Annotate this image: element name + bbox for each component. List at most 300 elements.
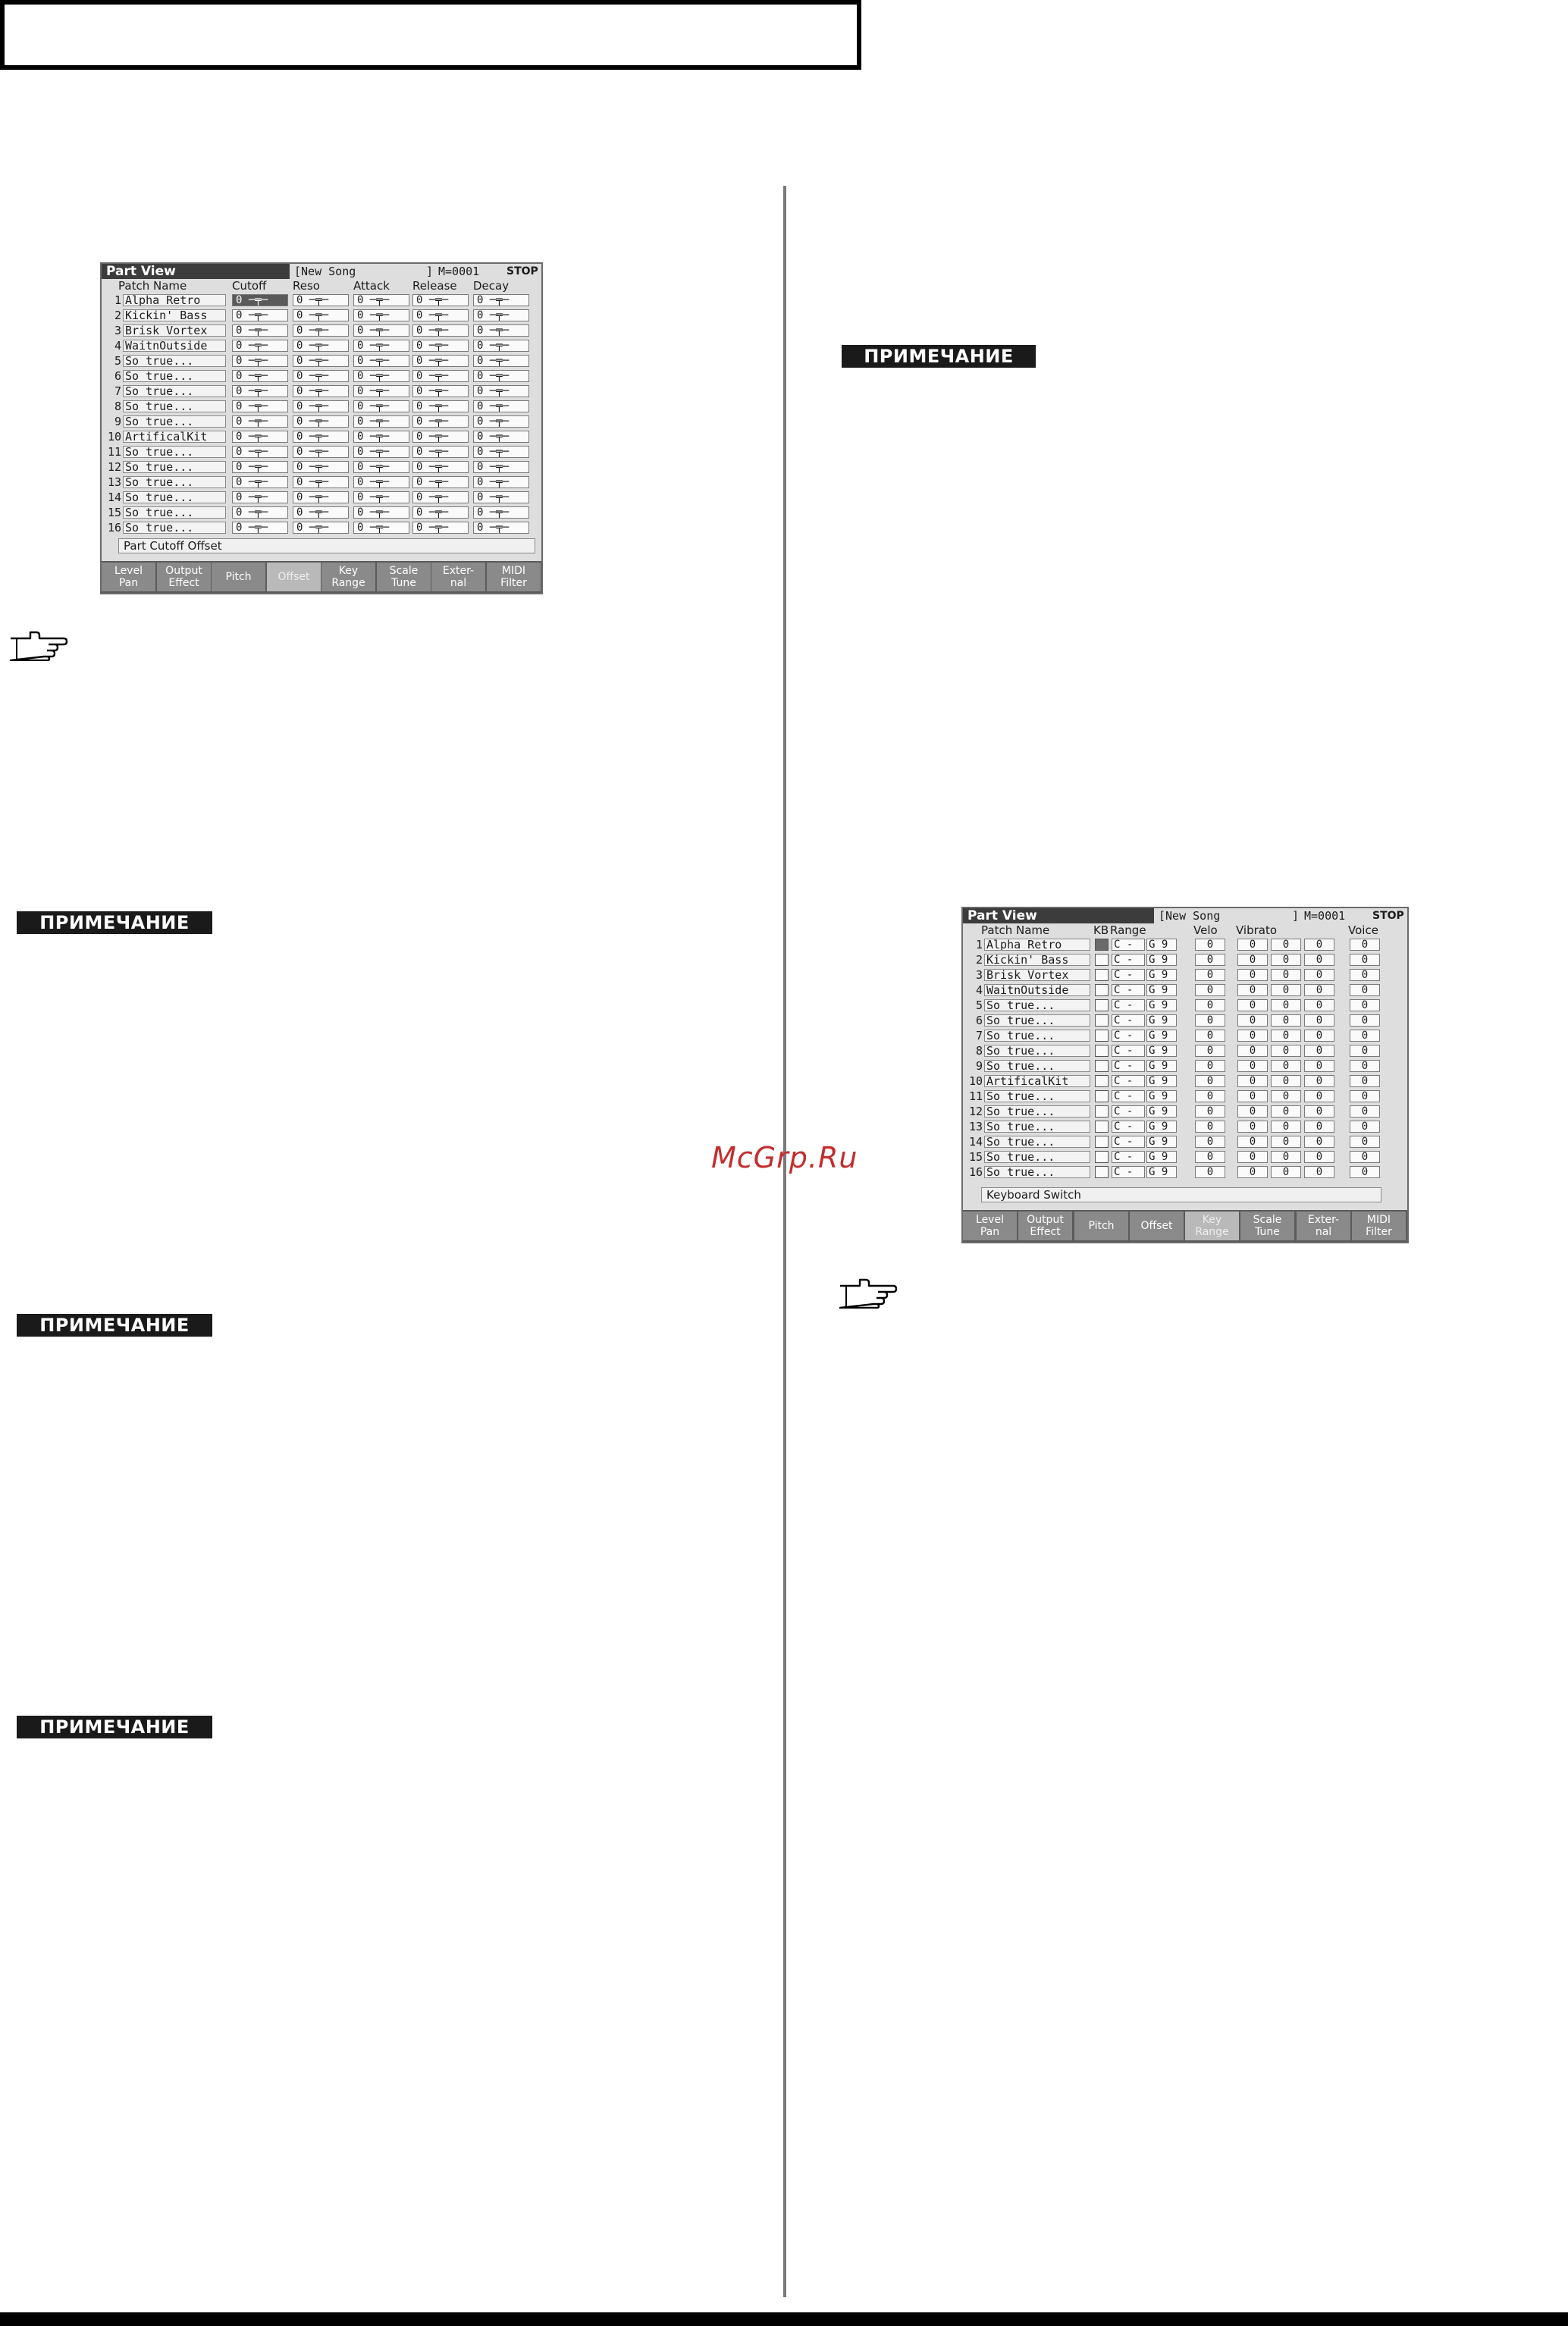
page-footer-bar — [0, 2312, 1568, 2326]
offset-value-field[interactable]: 0 ─╤─ — [473, 294, 529, 306]
offset-value-field[interactable]: 0 ─╤─ — [232, 476, 288, 488]
tab-scale-tune[interactable]: Scale Tune — [1240, 1212, 1296, 1240]
vibrato-depth-field[interactable]: 0 — [1271, 984, 1301, 996]
offset-value-field[interactable]: 0 ─╤─ — [293, 400, 349, 412]
offset-value-field[interactable]: 0 ─╤─ — [232, 340, 288, 352]
part-number: 4 — [114, 339, 121, 353]
offset-value-field[interactable]: 0 ─╤─ — [232, 294, 288, 306]
vibrato-rate-field[interactable]: 0 — [1237, 1014, 1268, 1027]
offset-value-field[interactable]: 0 ─╤─ — [412, 340, 469, 352]
patch-name-field[interactable]: So true... — [123, 385, 226, 397]
voice-reserve-field[interactable]: 0 — [1350, 939, 1380, 951]
range-high-field[interactable]: G 9 — [1146, 1090, 1177, 1102]
offset-value-field[interactable]: 0 ─╤─ — [412, 400, 469, 412]
offset-value-field[interactable]: 0 ─╤─ — [353, 415, 409, 428]
vibrato-delay-field[interactable]: 0 — [1304, 1136, 1334, 1148]
keyboard-switch-checkbox[interactable] — [1095, 1105, 1109, 1118]
offset-value-field[interactable]: 0 ─╤─ — [232, 355, 288, 367]
offset-value-field[interactable]: 0 ─╤─ — [412, 355, 469, 367]
voice-reserve-field[interactable]: 0 — [1350, 1075, 1380, 1087]
vibrato-delay-field[interactable]: 0 — [1304, 999, 1334, 1011]
range-low-field[interactable]: C - — [1112, 954, 1145, 966]
vibrato-rate-field[interactable]: 0 — [1237, 954, 1268, 966]
vibrato-rate-field[interactable]: 0 — [1237, 999, 1268, 1011]
offset-value-field[interactable]: 0 ─╤─ — [473, 385, 529, 397]
col-reso: Reso — [293, 279, 320, 293]
offset-value-field[interactable]: 0 ─╤─ — [353, 324, 409, 337]
patch-name-field[interactable]: So true... — [123, 415, 226, 428]
vibrato-depth-field[interactable]: 0 — [1271, 969, 1301, 981]
range-low-field[interactable]: C - — [1112, 1166, 1145, 1178]
offset-value-field[interactable]: 0 ─╤─ — [232, 491, 288, 503]
keyboard-switch-checkbox[interactable] — [1095, 1136, 1109, 1148]
offset-value-field[interactable]: 0 ─╤─ — [232, 506, 288, 519]
patch-name-field[interactable]: So true... — [984, 1151, 1090, 1163]
tab-pitch[interactable]: Pitch — [212, 563, 267, 591]
vibrato-delay-field[interactable]: 0 — [1304, 1151, 1334, 1163]
part-number: 10 — [107, 430, 121, 444]
patch-name-field[interactable]: WaitnOutside — [984, 984, 1090, 996]
offset-value-field[interactable]: 0 ─╤─ — [412, 446, 469, 458]
offset-value-field[interactable]: 0 ─╤─ — [353, 491, 409, 503]
voice-reserve-field[interactable]: 0 — [1350, 1045, 1380, 1057]
vibrato-delay-field[interactable]: 0 — [1304, 954, 1334, 966]
offset-value-field[interactable]: 0 ─╤─ — [473, 491, 529, 503]
range-low-field[interactable]: C - — [1112, 1045, 1145, 1057]
offset-value-field[interactable]: 0 ─╤─ — [473, 431, 529, 443]
tab-key-range[interactable]: Key Range — [321, 563, 377, 591]
part-row — [102, 384, 541, 399]
offset-value-field[interactable]: 0 ─╤─ — [412, 461, 469, 473]
offset-value-field[interactable]: 0 ─╤─ — [473, 400, 529, 412]
offset-value-field[interactable]: 0 ─╤─ — [473, 476, 529, 488]
vibrato-rate-field[interactable]: 0 — [1237, 1075, 1268, 1087]
measure-readout: M=0001 — [438, 265, 480, 278]
patch-name-field[interactable]: Alpha Retro — [984, 939, 1090, 951]
vibrato-delay-field[interactable]: 0 — [1304, 1075, 1334, 1087]
velo-field[interactable]: 0 — [1195, 939, 1225, 951]
pointing-hand-icon — [9, 628, 68, 661]
keyboard-switch-checkbox[interactable] — [1095, 999, 1109, 1011]
velo-field[interactable]: 0 — [1195, 1090, 1225, 1102]
offset-value-field[interactable]: 0 ─╤─ — [232, 309, 288, 321]
range-high-field[interactable]: G 9 — [1146, 1151, 1177, 1163]
vibrato-delay-field[interactable]: 0 — [1304, 1045, 1334, 1057]
keyboard-switch-checkbox[interactable] — [1095, 1045, 1109, 1057]
velo-field[interactable]: 0 — [1195, 969, 1225, 981]
velo-field[interactable]: 0 — [1195, 1045, 1225, 1057]
patch-name-field[interactable]: ArtificalKit — [984, 1075, 1090, 1087]
part-number: 1 — [975, 938, 983, 951]
tab-scale-tune[interactable]: Scale Tune — [377, 563, 432, 591]
patch-name-field[interactable]: So true... — [123, 461, 226, 473]
range-high-field[interactable]: G 9 — [1146, 1105, 1177, 1118]
part-row — [963, 1149, 1407, 1165]
vibrato-delay-field[interactable]: 0 — [1304, 939, 1334, 951]
offset-value-field[interactable]: 0 ─╤─ — [293, 370, 349, 382]
patch-name-field[interactable]: So true... — [123, 400, 226, 412]
vibrato-depth-field[interactable]: 0 — [1271, 1136, 1301, 1148]
voice-reserve-field[interactable]: 0 — [1350, 1090, 1380, 1102]
patch-name-field[interactable]: So true... — [984, 1030, 1090, 1042]
offset-value-field[interactable]: 0 ─╤─ — [412, 506, 469, 519]
offset-value-field[interactable]: 0 ─╤─ — [412, 476, 469, 488]
part-number: 5 — [975, 998, 983, 1012]
offset-value-field[interactable]: 0 ─╤─ — [353, 294, 409, 306]
chapter-header-box — [0, 0, 861, 70]
offset-value-field[interactable]: 0 ─╤─ — [473, 324, 529, 337]
vibrato-rate-field[interactable]: 0 — [1237, 1166, 1268, 1178]
velo-field[interactable]: 0 — [1195, 1075, 1225, 1087]
function-tabs — [102, 561, 541, 593]
vibrato-delay-field[interactable]: 0 — [1304, 1105, 1334, 1118]
voice-reserve-field[interactable]: 0 — [1350, 1105, 1380, 1118]
note-badge: ПРИМЕЧАНИЕ — [17, 1716, 212, 1738]
velo-field[interactable]: 0 — [1195, 1151, 1225, 1163]
offset-value-field[interactable]: 0 ─╤─ — [232, 415, 288, 428]
velo-field[interactable]: 0 — [1195, 1121, 1225, 1133]
patch-name-field[interactable]: So true... — [984, 1136, 1090, 1148]
offset-value-field[interactable]: 0 ─╤─ — [353, 476, 409, 488]
vibrato-depth-field[interactable]: 0 — [1271, 1090, 1301, 1102]
range-high-field[interactable]: G 9 — [1146, 1136, 1177, 1148]
range-low-field[interactable]: C - — [1112, 1075, 1145, 1087]
offset-value-field[interactable]: 0 ─╤─ — [232, 385, 288, 397]
part-row — [963, 937, 1407, 952]
voice-reserve-field[interactable]: 0 — [1350, 969, 1380, 981]
vibrato-rate-field[interactable]: 0 — [1237, 984, 1268, 996]
range-low-field[interactable]: C - — [1112, 1030, 1145, 1042]
patch-name-field[interactable]: So true... — [984, 1121, 1090, 1133]
voice-reserve-field[interactable]: 0 — [1350, 1030, 1380, 1042]
offset-value-field[interactable]: 0 ─╤─ — [232, 522, 288, 534]
offset-value-field[interactable]: 0 ─╤─ — [412, 415, 469, 428]
range-low-field[interactable]: C - — [1112, 1014, 1145, 1027]
patch-name-field[interactable]: So true... — [123, 355, 226, 367]
range-high-field[interactable]: G 9 — [1146, 939, 1177, 951]
velo-field[interactable]: 0 — [1195, 984, 1225, 996]
vibrato-rate-field[interactable]: 0 — [1237, 1045, 1268, 1057]
offset-value-field[interactable]: 0 ─╤─ — [473, 370, 529, 382]
tab-level-pan[interactable]: Level Pan — [963, 1212, 1018, 1240]
keyboard-switch-checkbox[interactable] — [1095, 939, 1109, 951]
vibrato-depth-field[interactable]: 0 — [1271, 1014, 1301, 1027]
offset-value-field[interactable]: 0 ─╤─ — [473, 415, 529, 428]
offset-value-field[interactable]: 0 ─╤─ — [412, 294, 469, 306]
keyboard-switch-checkbox[interactable] — [1095, 984, 1109, 996]
vibrato-depth-field[interactable]: 0 — [1271, 1075, 1301, 1087]
col-cutoff: Cutoff — [232, 279, 267, 293]
patch-name-field[interactable]: Kickin' Bass — [984, 954, 1090, 966]
tab-pitch[interactable]: Pitch — [1074, 1212, 1130, 1240]
offset-value-field[interactable]: 0 ─╤─ — [293, 431, 349, 443]
patch-name-field[interactable]: So true... — [984, 1060, 1090, 1072]
offset-value-field[interactable]: 0 ─╤─ — [293, 355, 349, 367]
keyboard-switch-checkbox[interactable] — [1095, 969, 1109, 981]
offset-value-field[interactable]: 0 ─╤─ — [412, 370, 469, 382]
offset-value-field[interactable]: 0 ─╤─ — [353, 355, 409, 367]
part-view-offset-screen — [100, 262, 543, 594]
vibrato-delay-field[interactable]: 0 — [1304, 1166, 1334, 1178]
range-high-field[interactable]: G 9 — [1146, 1121, 1177, 1133]
offset-value-field[interactable]: 0 ─╤─ — [353, 309, 409, 321]
velo-field[interactable]: 0 — [1195, 999, 1225, 1011]
voice-reserve-field[interactable]: 0 — [1350, 999, 1380, 1011]
voice-reserve-field[interactable]: 0 — [1350, 1060, 1380, 1072]
vibrato-rate-field[interactable]: 0 — [1237, 1151, 1268, 1163]
part-row — [963, 1028, 1407, 1043]
col-range: Range — [1110, 923, 1146, 937]
tab-output-effect[interactable]: Output Effect — [157, 563, 212, 591]
patch-name-field[interactable]: ArtificalKit — [123, 431, 226, 443]
tab-midi-filter[interactable]: MIDI Filter — [487, 563, 542, 591]
patch-name-field[interactable]: WaitnOutside — [123, 340, 226, 352]
patch-name-field[interactable]: So true... — [984, 1014, 1090, 1027]
part-row — [102, 293, 541, 308]
range-low-field[interactable]: C - — [1112, 1136, 1145, 1148]
offset-value-field[interactable]: 0 ─╤─ — [412, 431, 469, 443]
velo-field[interactable]: 0 — [1195, 1060, 1225, 1072]
note-badge: ПРИМЕЧАНИЕ — [17, 911, 212, 934]
velo-field[interactable]: 0 — [1195, 1136, 1225, 1148]
range-high-field[interactable]: G 9 — [1146, 1014, 1177, 1027]
vibrato-depth-field[interactable]: 0 — [1271, 1166, 1301, 1178]
offset-value-field[interactable]: 0 ─╤─ — [473, 340, 529, 352]
vibrato-rate-field[interactable]: 0 — [1237, 1121, 1268, 1133]
status-line: Part Cutoff Offset — [118, 538, 535, 553]
keyboard-switch-checkbox[interactable] — [1095, 1060, 1109, 1072]
voice-reserve-field[interactable]: 0 — [1350, 1014, 1380, 1027]
vibrato-rate-field[interactable]: 0 — [1237, 1030, 1268, 1042]
velo-field[interactable]: 0 — [1195, 954, 1225, 966]
part-number: 13 — [968, 1120, 983, 1133]
range-high-field[interactable]: G 9 — [1146, 1060, 1177, 1072]
range-low-field[interactable]: C - — [1112, 939, 1145, 951]
part-row — [963, 1165, 1407, 1180]
range-low-field[interactable]: C - — [1112, 984, 1145, 996]
vibrato-rate-field[interactable]: 0 — [1237, 1105, 1268, 1118]
offset-value-field[interactable]: 0 ─╤─ — [293, 491, 349, 503]
part-row — [963, 1089, 1407, 1104]
keyboard-switch-checkbox[interactable] — [1095, 1166, 1109, 1178]
vibrato-rate-field[interactable]: 0 — [1237, 969, 1268, 981]
voice-reserve-field[interactable]: 0 — [1350, 984, 1380, 996]
patch-name-field[interactable]: So true... — [984, 999, 1090, 1011]
transport-status: STOP — [506, 265, 538, 277]
vibrato-depth-field[interactable]: 0 — [1271, 1121, 1301, 1133]
vibrato-depth-field[interactable]: 0 — [1271, 1045, 1301, 1057]
vibrato-delay-field[interactable]: 0 — [1304, 1060, 1334, 1072]
patch-name-field[interactable]: So true... — [123, 491, 226, 503]
patch-name-field[interactable]: Alpha Retro — [123, 294, 226, 306]
keyboard-switch-checkbox[interactable] — [1095, 1121, 1109, 1133]
offset-value-field[interactable]: 0 ─╤─ — [232, 431, 288, 443]
offset-value-field[interactable]: 0 ─╤─ — [353, 340, 409, 352]
range-high-field[interactable]: G 9 — [1146, 969, 1177, 981]
offset-value-field[interactable]: 0 ─╤─ — [353, 506, 409, 519]
offset-value-field[interactable]: 0 ─╤─ — [293, 324, 349, 337]
tab-output-effect[interactable]: Output Effect — [1018, 1212, 1074, 1240]
patch-name-field[interactable]: So true... — [984, 1045, 1090, 1057]
song-bracket-close: ] — [426, 265, 434, 278]
range-high-field[interactable]: G 9 — [1146, 984, 1177, 996]
part-row — [102, 429, 541, 444]
offset-value-field[interactable]: 0 ─╤─ — [232, 370, 288, 382]
offset-value-field[interactable]: 0 ─╤─ — [353, 461, 409, 473]
patch-name-field[interactable]: Brisk Vortex — [984, 969, 1090, 981]
part-view-keyrange-screen — [961, 907, 1409, 1243]
patch-name-field[interactable]: So true... — [123, 476, 226, 488]
range-low-field[interactable]: C - — [1112, 1060, 1145, 1072]
vibrato-delay-field[interactable]: 0 — [1304, 1121, 1334, 1133]
offset-value-field[interactable]: 0 ─╤─ — [293, 461, 349, 473]
vibrato-delay-field[interactable]: 0 — [1304, 1090, 1334, 1102]
offset-value-field[interactable]: 0 ─╤─ — [293, 309, 349, 321]
offset-value-field[interactable]: 0 ─╤─ — [293, 522, 349, 534]
part-row — [963, 1104, 1407, 1119]
offset-value-field[interactable]: 0 ─╤─ — [473, 522, 529, 534]
patch-name-field[interactable]: Kickin' Bass — [123, 309, 226, 321]
vibrato-depth-field[interactable]: 0 — [1271, 999, 1301, 1011]
offset-value-field[interactable]: 0 ─╤─ — [473, 355, 529, 367]
part-number: 14 — [107, 491, 121, 504]
patch-name-field[interactable]: So true... — [123, 522, 226, 534]
range-low-field[interactable]: C - — [1112, 1121, 1145, 1133]
range-low-field[interactable]: C - — [1112, 1090, 1145, 1102]
vibrato-depth-field[interactable]: 0 — [1271, 1105, 1301, 1118]
col-velo: Velo — [1193, 923, 1218, 937]
keyboard-switch-checkbox[interactable] — [1095, 1014, 1109, 1027]
part-row — [102, 444, 541, 459]
tab-offset[interactable]: Offset — [1130, 1212, 1185, 1240]
velo-field[interactable]: 0 — [1195, 1105, 1225, 1118]
velo-field[interactable]: 0 — [1195, 1166, 1225, 1178]
offset-value-field[interactable]: 0 ─╤─ — [293, 340, 349, 352]
voice-reserve-field[interactable]: 0 — [1350, 1121, 1380, 1133]
range-high-field[interactable]: G 9 — [1146, 1030, 1177, 1042]
voice-reserve-field[interactable]: 0 — [1350, 954, 1380, 966]
voice-reserve-field[interactable]: 0 — [1350, 1166, 1380, 1178]
offset-value-field[interactable]: 0 ─╤─ — [473, 446, 529, 458]
vibrato-rate-field[interactable]: 0 — [1237, 1136, 1268, 1148]
vibrato-delay-field[interactable]: 0 — [1304, 1014, 1334, 1027]
tab-midi-filter[interactable]: MIDI Filter — [1352, 1212, 1407, 1240]
offset-value-field[interactable]: 0 ─╤─ — [412, 385, 469, 397]
song-name: [New Song — [294, 265, 356, 278]
patch-name-field[interactable]: So true... — [984, 1090, 1090, 1102]
patch-name-field[interactable]: So true... — [984, 1105, 1090, 1118]
part-number: 3 — [114, 324, 121, 337]
tab-exter-nal[interactable]: Exter- nal — [1297, 1212, 1352, 1240]
offset-value-field[interactable]: 0 ─╤─ — [293, 294, 349, 306]
vibrato-rate-field[interactable]: 0 — [1237, 939, 1268, 951]
vibrato-delay-field[interactable]: 0 — [1304, 969, 1334, 981]
offset-value-field[interactable]: 0 ─╤─ — [353, 522, 409, 534]
vibrato-delay-field[interactable]: 0 — [1304, 1030, 1334, 1042]
part-row — [963, 952, 1407, 967]
range-low-field[interactable]: C - — [1112, 1105, 1145, 1118]
tab-key-range[interactable]: Key Range — [1185, 1212, 1240, 1240]
range-low-field[interactable]: C - — [1112, 1151, 1145, 1163]
keyboard-switch-checkbox[interactable] — [1095, 954, 1109, 966]
offset-value-field[interactable]: 0 ─╤─ — [412, 491, 469, 503]
part-row — [963, 1013, 1407, 1028]
range-high-field[interactable]: G 9 — [1146, 954, 1177, 966]
patch-name-field[interactable]: Brisk Vortex — [123, 324, 226, 337]
offset-value-field[interactable]: 0 ─╤─ — [293, 385, 349, 397]
keyboard-switch-checkbox[interactable] — [1095, 1075, 1109, 1087]
offset-value-field[interactable]: 0 ─╤─ — [232, 400, 288, 412]
vibrato-rate-field[interactable]: 0 — [1237, 1090, 1268, 1102]
part-number: 12 — [968, 1105, 983, 1118]
part-number: 4 — [975, 983, 983, 997]
part-number: 16 — [107, 521, 121, 534]
offset-value-field[interactable]: 0 ─╤─ — [473, 506, 529, 519]
keyboard-switch-checkbox[interactable] — [1095, 1090, 1109, 1102]
offset-value-field[interactable]: 0 ─╤─ — [293, 446, 349, 458]
patch-name-field[interactable]: So true... — [123, 370, 226, 382]
patch-name-field[interactable]: So true... — [123, 446, 226, 458]
vibrato-depth-field[interactable]: 0 — [1271, 954, 1301, 966]
offset-value-field[interactable]: 0 ─╤─ — [412, 522, 469, 534]
velo-field[interactable]: 0 — [1195, 1030, 1225, 1042]
offset-value-field[interactable]: 0 ─╤─ — [293, 506, 349, 519]
voice-reserve-field[interactable]: 0 — [1350, 1151, 1380, 1163]
range-high-field[interactable]: G 9 — [1146, 1166, 1177, 1178]
range-low-field[interactable]: C - — [1112, 999, 1145, 1011]
keyboard-switch-checkbox[interactable] — [1095, 1151, 1109, 1163]
vibrato-depth-field[interactable]: 0 — [1271, 1151, 1301, 1163]
part-row — [963, 1043, 1407, 1058]
offset-value-field[interactable]: 0 ─╤─ — [232, 461, 288, 473]
voice-reserve-field[interactable]: 0 — [1350, 1136, 1380, 1148]
offset-value-field[interactable]: 0 ─╤─ — [353, 385, 409, 397]
offset-value-field[interactable]: 0 ─╤─ — [412, 309, 469, 321]
tab-exter-nal[interactable]: Exter- nal — [431, 563, 487, 591]
range-high-field[interactable]: G 9 — [1146, 999, 1177, 1011]
part-row — [102, 368, 541, 384]
range-low-field[interactable]: C - — [1112, 969, 1145, 981]
vibrato-depth-field[interactable]: 0 — [1271, 1030, 1301, 1042]
tab-offset[interactable]: Offset — [267, 563, 322, 591]
velo-field[interactable]: 0 — [1195, 1014, 1225, 1027]
offset-value-field[interactable]: 0 ─╤─ — [293, 415, 349, 428]
offset-value-field[interactable]: 0 ─╤─ — [473, 461, 529, 473]
song-bracket-close: ] — [1292, 909, 1300, 923]
patch-name-field[interactable]: So true... — [984, 1166, 1090, 1178]
part-row — [102, 505, 541, 520]
offset-value-field[interactable]: 0 ─╤─ — [232, 324, 288, 337]
keyboard-switch-checkbox[interactable] — [1095, 1030, 1109, 1042]
range-high-field[interactable]: G 9 — [1146, 1045, 1177, 1057]
part-row — [963, 983, 1407, 998]
offset-value-field[interactable]: 0 ─╤─ — [353, 370, 409, 382]
offset-value-field[interactable]: 0 ─╤─ — [293, 476, 349, 488]
offset-value-field[interactable]: 0 ─╤─ — [412, 324, 469, 337]
offset-value-field[interactable]: 0 ─╤─ — [353, 400, 409, 412]
vibrato-depth-field[interactable]: 0 — [1271, 1060, 1301, 1072]
offset-value-field[interactable]: 0 ─╤─ — [232, 446, 288, 458]
vibrato-delay-field[interactable]: 0 — [1304, 984, 1334, 996]
patch-name-field[interactable]: So true... — [123, 506, 226, 519]
offset-value-field[interactable]: 0 ─╤─ — [473, 309, 529, 321]
offset-value-field[interactable]: 0 ─╤─ — [353, 431, 409, 443]
tab-level-pan[interactable]: Level Pan — [102, 563, 157, 591]
vibrato-rate-field[interactable]: 0 — [1237, 1060, 1268, 1072]
vibrato-depth-field[interactable]: 0 — [1271, 939, 1301, 951]
offset-value-field[interactable]: 0 ─╤─ — [353, 446, 409, 458]
range-high-field[interactable]: G 9 — [1146, 1075, 1177, 1087]
